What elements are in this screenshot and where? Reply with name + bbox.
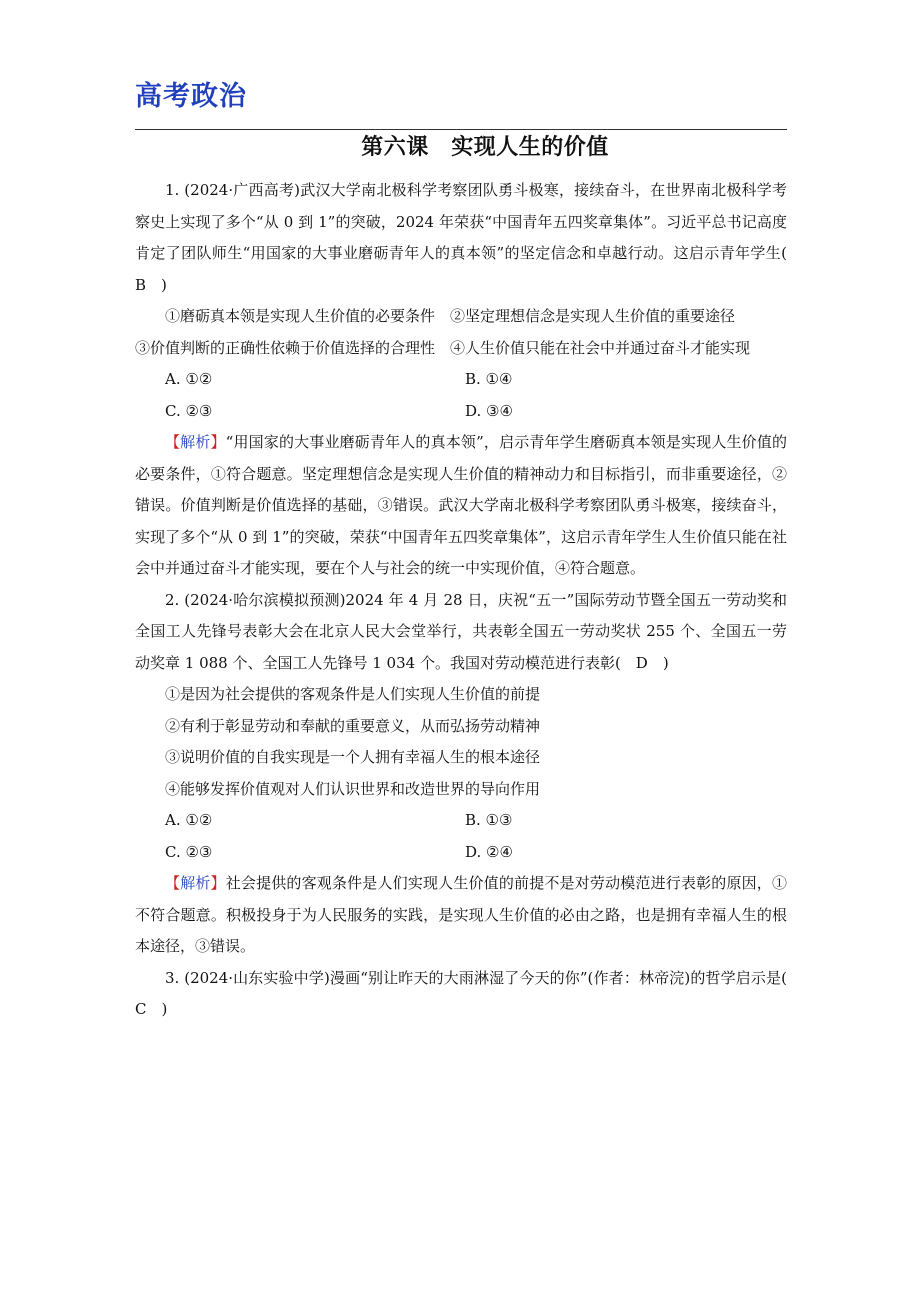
choice-b: B. ①④ — [465, 370, 513, 388]
question-1-analysis: 【解析】“用国家的大事业磨砺青年人的真本领”，启示青年学生磨砺真本领是实现人生价值的必要条件，①符合题意。坚定理想信念是实现人生价值的精神动力和目标指引，而非重要途径，②错误。价值判断是价值选择的基础，③错误。武汉大学南北极科学考察团队勇斗极寒，接续奋斗，实现了多个“从 0 到 1”的突破，荣获“中国青年五四奖章集体”，这启示青年学生人生价值只能在社会中并通过奋斗才能实现，要在个人与社会的统一中实现价值，④符合题意。 — [135, 433, 787, 577]
question-1-statements-a: ①磨砺真本领是实现人生价值的必要条件 ②坚定理想信念是实现人生价值的重要途径 — [165, 307, 736, 325]
question-2-choices-cd — [135, 837, 787, 869]
choice-d: D. ②④ — [465, 842, 513, 861]
question-1-choices-cd — [135, 396, 787, 428]
question-2-statement-4: ④能够发挥价值观对人们认识世界和改造世界的导向作用 — [165, 779, 541, 798]
analysis-tag: 【解析】 — [165, 874, 226, 892]
choice-c: C. ②③ — [165, 842, 213, 861]
question-2-analysis: 【解析】社会提供的客观条件是人们实现人生价值的前提不是对劳动模范进行表彰的原因，①不符合题意。积极投身于为人民服务的实践，是实现人生价值的必由之路，也是拥有幸福人生的根本途径，③错误。 — [135, 874, 787, 955]
question-1-stem: 1. (2024·广西高考)武汉大学南北极科学考察团队勇斗极寒，接续奋斗，在世界南北极科学考察史上实现了多个“从 0 到 1”的突破，2024 年荣获“中国青年五四奖章集体”。习近平总书记高度肯定了团队师生“用国家的大事业磨砺青年人的真本领”的坚定信念和卓越行动。这启示青年学生( B ) — [135, 181, 803, 294]
document-body — [135, 175, 803, 1026]
question-1-statements-b: ③价值判断的正确性依赖于价值选择的合理性 ④人生价值只能在社会中并通过奋斗才能实现 — [135, 338, 751, 357]
question-2-statement-3: ③说明价值的自我实现是一个人拥有幸福人生的根本途径 — [165, 748, 541, 766]
choice-a: A. ①② — [165, 811, 213, 829]
choice-b: B. ①③ — [465, 811, 513, 829]
question-2-statement-2: ②有利于彰显劳动和奉献的重要意义，从而弘扬劳动精神 — [165, 716, 541, 735]
brand-title: 高考政治 — [135, 81, 247, 112]
question-2-statement-1: ①是因为社会提供的客观条件是人们实现人生价值的前提 — [165, 685, 541, 703]
question-2-stem: 2. (2024·哈尔滨模拟预测)2024 年 4 月 28 日，庆祝“五一”国际劳动节暨全国五一劳动奖和全国工人先锋号表彰大会在北京人民大会堂举行，共表彰全国五一劳动奖状 255 个、全国五一劳动奖章 1 088 个、全国工人先锋号 1 034 个。我国对劳动模范进行表彰( D ) — [135, 590, 787, 672]
question-2-choices-ab — [135, 805, 787, 837]
question-1-choices-ab — [135, 364, 787, 396]
question-3-stem: 3. (2024·山东实验中学)漫画“别让昨天的大雨淋湿了今天的你”(作者：林帝浣)的哲学启示是( C ) — [135, 968, 803, 1018]
lesson-title: 第六课 实现人生的价值 — [361, 134, 609, 160]
choice-a: A. ①② — [165, 370, 213, 388]
analysis-tag: 【解析】 — [165, 433, 226, 451]
header-divider — [135, 129, 787, 130]
choice-d: D. ③④ — [465, 401, 513, 420]
choice-c: C. ②③ — [165, 401, 213, 420]
